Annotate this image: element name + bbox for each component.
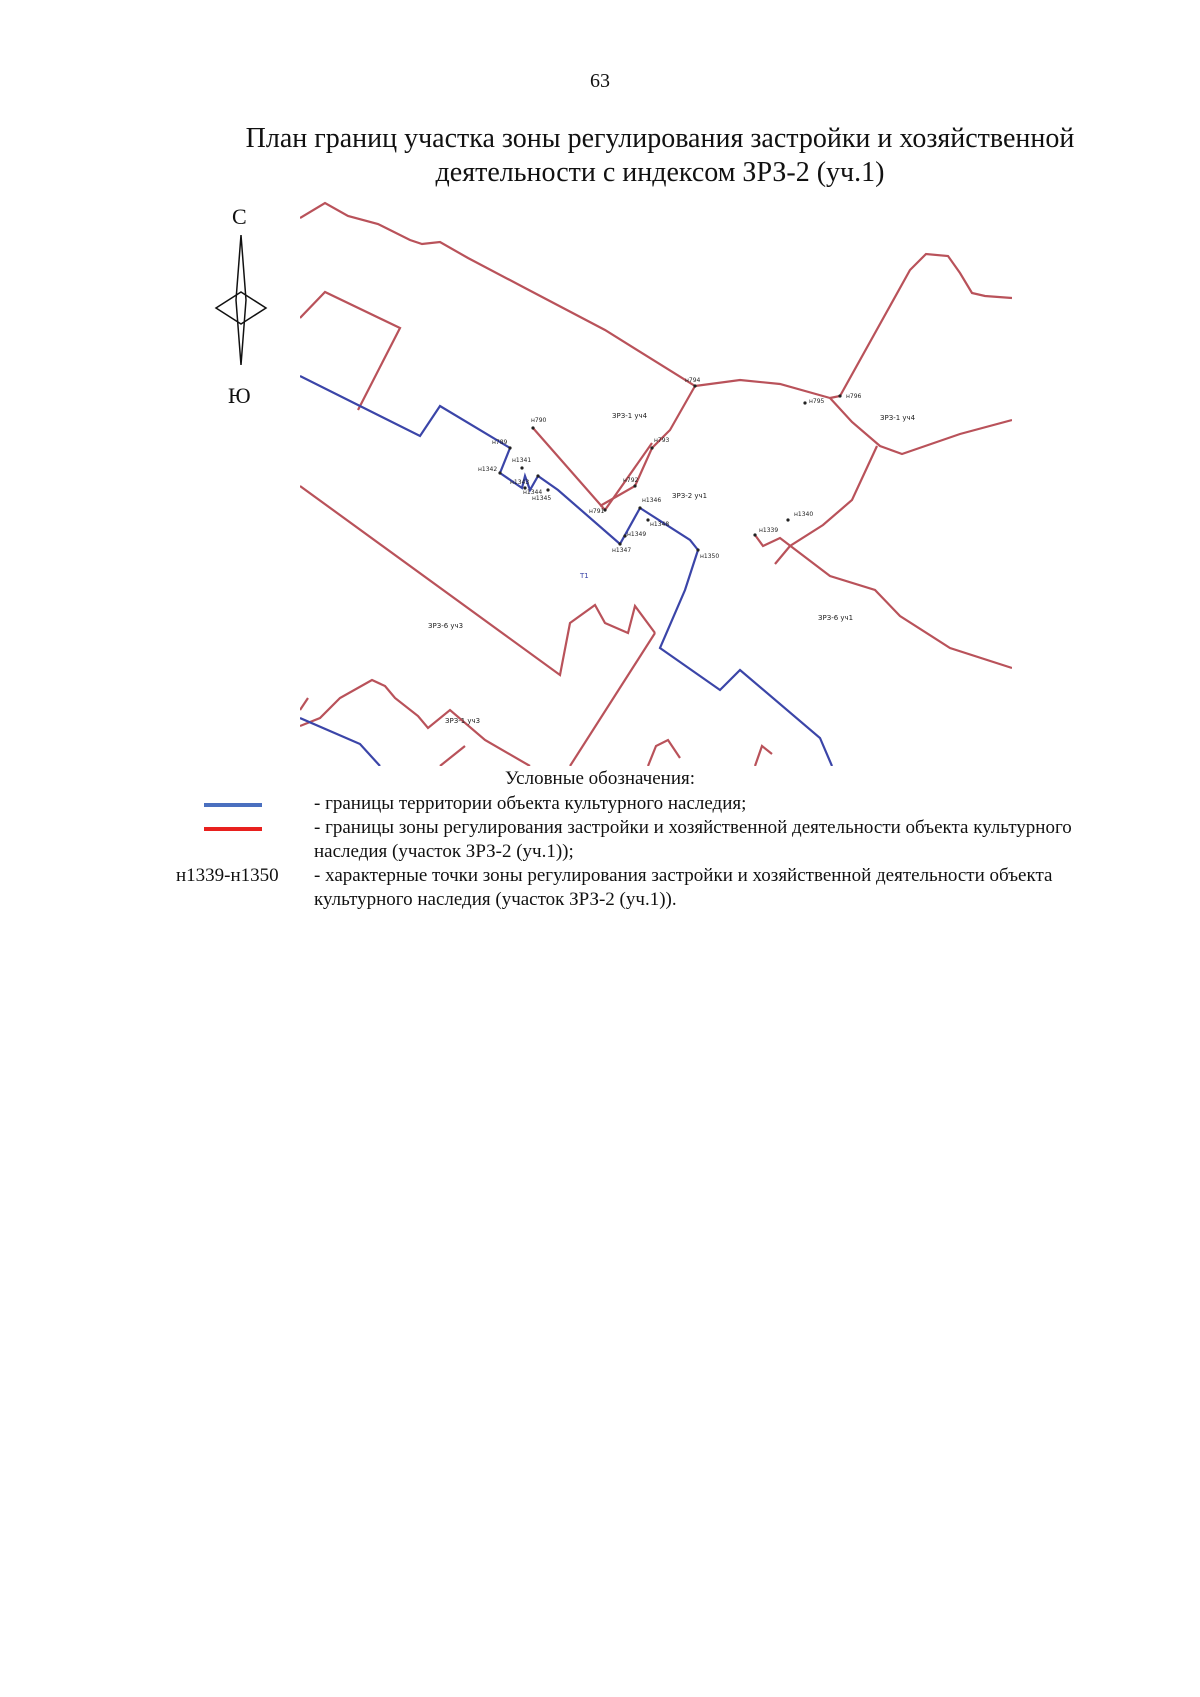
point-label: н792	[623, 477, 639, 484]
north-label: С	[232, 204, 247, 229]
zone-boundary-south-fragment-3	[440, 746, 465, 766]
point-marker	[786, 518, 789, 521]
zone-label: ЗРЗ-1 уч4	[880, 414, 916, 422]
page-number: 63	[590, 70, 610, 92]
point-marker	[693, 384, 696, 387]
point-marker	[520, 466, 523, 469]
zone-label: Т1	[580, 572, 589, 580]
legend-points-code: н1339-н1350	[176, 865, 279, 886]
cadastral-map	[300, 198, 1012, 766]
map-title	[190, 122, 1130, 190]
point-marker	[803, 401, 806, 404]
zone-boundary-top	[300, 203, 695, 386]
point-marker	[838, 394, 841, 397]
point-label: н1345	[532, 495, 552, 502]
zone-labels	[428, 412, 916, 725]
legend-text-zone: - границы зоны регулирования застройки и хозяйственной деятельности объекта культурного наследия (участок ЗРЗ-2 (уч.1));	[314, 817, 1072, 862]
zone-boundary-south-fragment-2	[755, 746, 772, 766]
point-label: н1341	[512, 457, 532, 464]
zone-label: ЗРЗ-6 уч1	[818, 614, 854, 622]
point-label: н789	[492, 439, 508, 446]
point-label: н1340	[794, 511, 814, 518]
point-marker	[633, 484, 636, 487]
zone-boundaries	[300, 203, 1012, 766]
point-label: н1347	[612, 547, 632, 554]
zone-label: ЗРЗ-1 уч4	[612, 412, 648, 420]
title-line-2: деятельности с индексом ЗРЗ-2 (уч.1)	[435, 157, 885, 188]
map-canvas	[300, 198, 1012, 766]
zone-boundary-north-arc	[695, 380, 830, 398]
legend-line-red	[204, 827, 262, 831]
south-label: Ю	[228, 383, 251, 408]
point-label: н1346	[642, 497, 662, 504]
north-arrow	[200, 200, 280, 420]
zone-label: ЗРЗ-1 уч3	[445, 717, 481, 725]
point-marker	[618, 542, 621, 545]
zone-label: ЗРЗ-6 уч3	[428, 622, 464, 630]
legend-text-points: - характерные точки зоны регулирования застройки и хозяйственной деятельности объекта культурного наследия (участок ЗРЗ-2 (уч.1)).	[314, 865, 1053, 910]
point-marker	[546, 488, 549, 491]
point-marker	[498, 471, 501, 474]
point-label: н793	[654, 437, 670, 444]
point-label: н1339	[759, 527, 779, 534]
title-line-1: План границ участка зоны регулирования застройки и хозяйственной	[245, 123, 1075, 154]
point-label: н796	[846, 393, 862, 400]
point-label: н1350	[700, 553, 720, 560]
point-marker	[508, 446, 511, 449]
zone-boundary-ne	[830, 254, 1012, 398]
characteristic-points	[478, 377, 862, 560]
zone-boundary-building-nw	[300, 292, 400, 410]
point-label: н795	[809, 398, 825, 405]
point-label: н790	[531, 417, 547, 424]
point-label: н794	[685, 377, 701, 384]
point-label: н1349	[627, 531, 647, 538]
point-label: н1342	[478, 466, 498, 473]
heritage-boundary-south	[300, 718, 380, 766]
zone-label: ЗРЗ-2 уч1	[672, 492, 708, 500]
point-label: н1348	[650, 521, 670, 528]
legend-text-heritage: - границы территории объекта культурного наследия;	[314, 793, 747, 814]
zone-boundary-east	[830, 398, 1012, 454]
point-label: н1344	[523, 489, 543, 496]
point-marker	[531, 426, 534, 429]
point-label: н1343	[510, 479, 530, 486]
heritage-boundaries	[300, 376, 832, 766]
zone-boundary-se	[755, 535, 1012, 668]
point-marker	[638, 506, 641, 509]
zone-boundary-sw-fragment	[300, 698, 308, 710]
zone-boundary-south	[300, 680, 530, 766]
zone-boundary-south-fragment-1	[648, 740, 680, 766]
zone-boundary-diagonal	[570, 633, 655, 766]
point-label: н791	[589, 508, 605, 515]
legend-line-blue	[204, 803, 262, 807]
heritage-boundary-east	[660, 550, 832, 766]
point-marker	[753, 533, 756, 536]
point-marker	[536, 474, 539, 477]
point-marker	[650, 446, 653, 449]
legend-title: Условные обозначения:	[504, 768, 696, 789]
zone-boundary-zrz2-west	[600, 386, 695, 506]
point-marker	[696, 548, 699, 551]
